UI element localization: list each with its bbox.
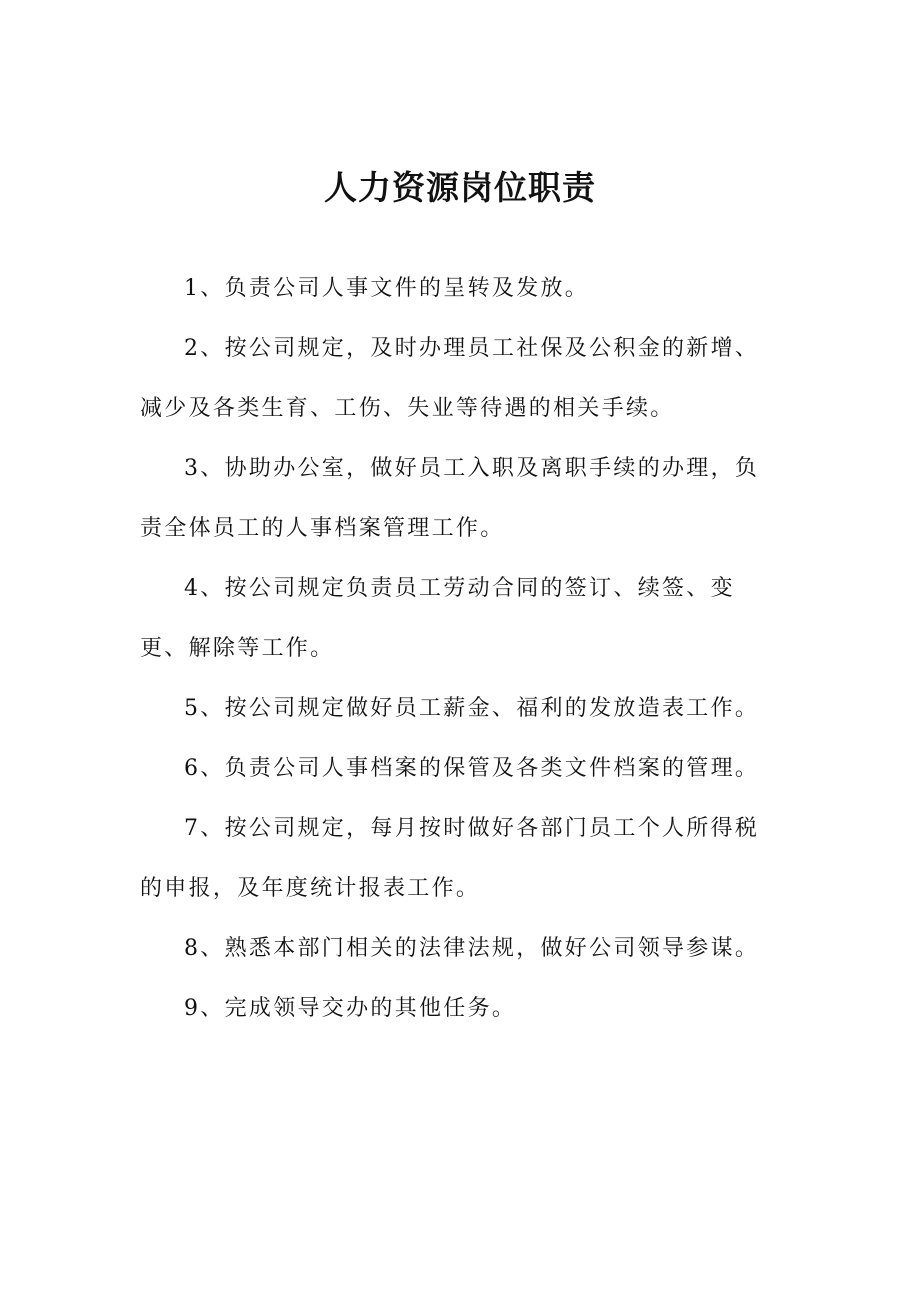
- duty-item-8: 8、熟悉本部门相关的法律法规，做好公司领导参谋。: [184, 936, 760, 961]
- duty-item-6: 6、负责公司人事档案的保管及各类文件档案的管理。: [184, 756, 760, 781]
- document-title: 人力资源岗位职责: [324, 168, 596, 207]
- duty-item-9: 9、完成领导交办的其他任务。: [184, 996, 517, 1021]
- duties-list: [140, 259, 780, 1039]
- duty-item-4: 4、按公司规定负责员工劳动合同的签订、续签、变更、解除等工作。: [140, 576, 735, 661]
- duty-item-1: 1、负责公司人事文件的呈转及发放。: [184, 276, 590, 301]
- duty-item-7: 7、按公司规定，每月按时做好各部门员工个人所得税的申报，及年度统计报表工作。: [140, 816, 760, 901]
- duty-item-5: 5、按公司规定做好员工薪金、福利的发放造表工作。: [184, 696, 760, 721]
- duty-item-3: 3、协助办公室，做好员工入职及离职手续的办理，负责全体员工的人事档案管理工作。: [140, 456, 760, 541]
- duty-item-2: 2、按公司规定，及时办理员工社保及公积金的新增、减少及各类生育、工伤、失业等待遇的相关手续。: [140, 336, 760, 421]
